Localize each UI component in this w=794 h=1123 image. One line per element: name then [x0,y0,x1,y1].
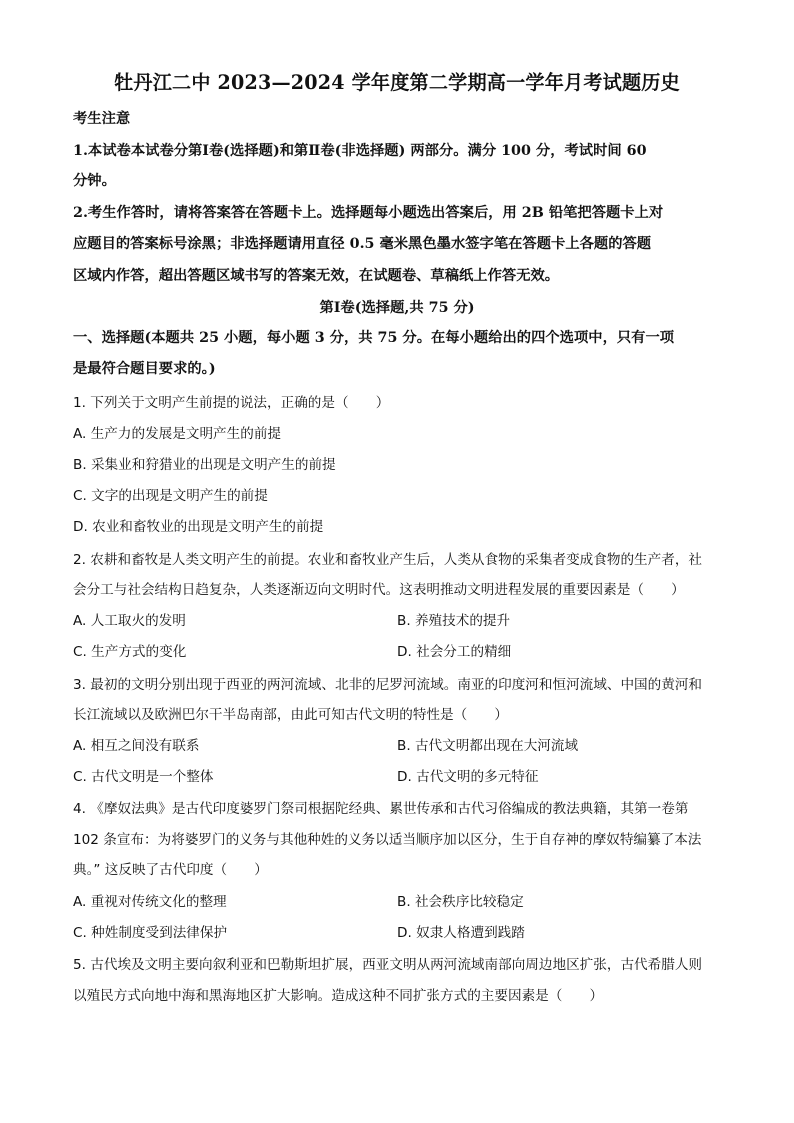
question-3-stem-line-2: 长江流域以及欧洲巴尔干半岛南部，由此可知古代文明的特性是（ ） [73,707,508,723]
question-2-option-d: D. 社会分工的精细 [397,644,512,660]
question-1-option-a: A. 生产力的发展是文明产生的前提 [73,426,282,442]
question-4-stem-line-2: 102 条宣布：为将婆罗门的义务与其他种姓的义务以适当顺序加以区分，生于自存神的摩奴特编纂了本法 [73,832,702,848]
question-3-option-b: B. 古代文明都出现在大河流域 [397,738,579,754]
question-3-option-d: D. 古代文明的多元特征 [397,769,539,785]
question-4-option-b: B. 社会秩序比较稳定 [397,894,524,910]
question-3-option-c: C. 古代文明是一个整体 [73,769,214,785]
notice-item-2-line-2: 应题目的答案标号涂黑；非选择题请用直径 0.5 毫米黑色墨水签字笔在答题卡上各题的答题 [73,236,652,252]
question-5-stem-line-1: 5. 古代埃及文明主要向叙利亚和巴勒斯坦扩展，西亚文明从两河流域南部向周边地区扩张，古代希腊人则 [73,957,703,973]
question-1-option-d: D. 农业和畜牧业的出现是文明产生的前提 [73,519,324,535]
question-4-option-c: C. 种姓制度受到法律保护 [73,925,228,941]
question-1-option-b: B. 采集业和狩猎业的出现是文明产生的前提 [73,457,336,473]
question-4-option-d: D. 奴隶人格遭到践踏 [397,925,525,941]
question-3-option-a: A. 相互之间没有联系 [73,738,200,754]
question-5-stem-line-2: 以殖民方式向地中海和黑海地区扩大影响。造成这种不同扩张方式的主要因素是（ ） [73,988,604,1004]
notice-heading: 考生注意 [73,111,131,127]
question-4-option-a: A. 重视对传统文化的整理 [73,894,227,910]
question-4-stem-line-3: 典。” 这反映了古代印度（ ） [73,862,268,878]
question-4-stem-line-1: 4. 《摩奴法典》是古代印度婆罗门祭司根据陀经典、累世传承和古代习俗编成的教法典籍，其第一卷第 [73,801,689,817]
section-intro-line-2: 是最符合题目要求的。) [73,361,216,377]
question-3-stem-line-1: 3. 最初的文明分别出现于西亚的两河流域、北非的尼罗河流域。南亚的印度河和恒河流域、中国的黄河和 [73,677,703,693]
question-2-stem-line-2: 会分工与社会结构日趋复杂，人类逐渐迈向文明时代。这表明推动文明进程发展的重要因素是（ ） [73,582,685,598]
question-2-option-a: A. 人工取火的发明 [73,613,186,629]
question-2-stem-line-1: 2. 农耕和畜牧是人类文明产生的前提。农业和畜牧业产生后，人类从食物的采集者变成食物的生产者，社 [73,552,703,568]
section-intro-line-1: 一、选择题(本题共 25 小题，每小题 3 分，共 75 分。在每小题给出的四个选项中，只有一项 [73,330,675,346]
question-1-option-c: C. 文字的出现是文明产生的前提 [73,488,268,504]
question-2-option-c: C. 生产方式的变化 [73,644,187,660]
exam-title: 牡丹江二中 2023—2024 学年度第二学期高一学年月考试题历史 [114,71,680,94]
notice-item-2-line-3: 区域内作答，超出答题区域书写的答案无效，在试题卷、草稿纸上作答无效。 [73,268,560,284]
notice-item-1-line-2: 分钟。 [73,173,116,189]
question-1-stem: 1. 下列关于文明产生前提的说法，正确的是（ ） [73,395,390,411]
section-title: 第Ⅰ卷(选择题,共 75 分) [319,300,475,316]
notice-item-1-line-1: 1.本试卷本试卷分第Ⅰ卷(选择题)和第Ⅱ卷(非选择题) 两部分。满分 100 分，考试时间 60 [73,143,647,159]
question-2-option-b: B. 养殖技术的提升 [397,613,511,629]
notice-item-2-line-1: 2.考生作答时，请将答案答在答题卡上。选择题每小题选出答案后，用 2B 铅笔把答题卡上对 [73,205,664,221]
